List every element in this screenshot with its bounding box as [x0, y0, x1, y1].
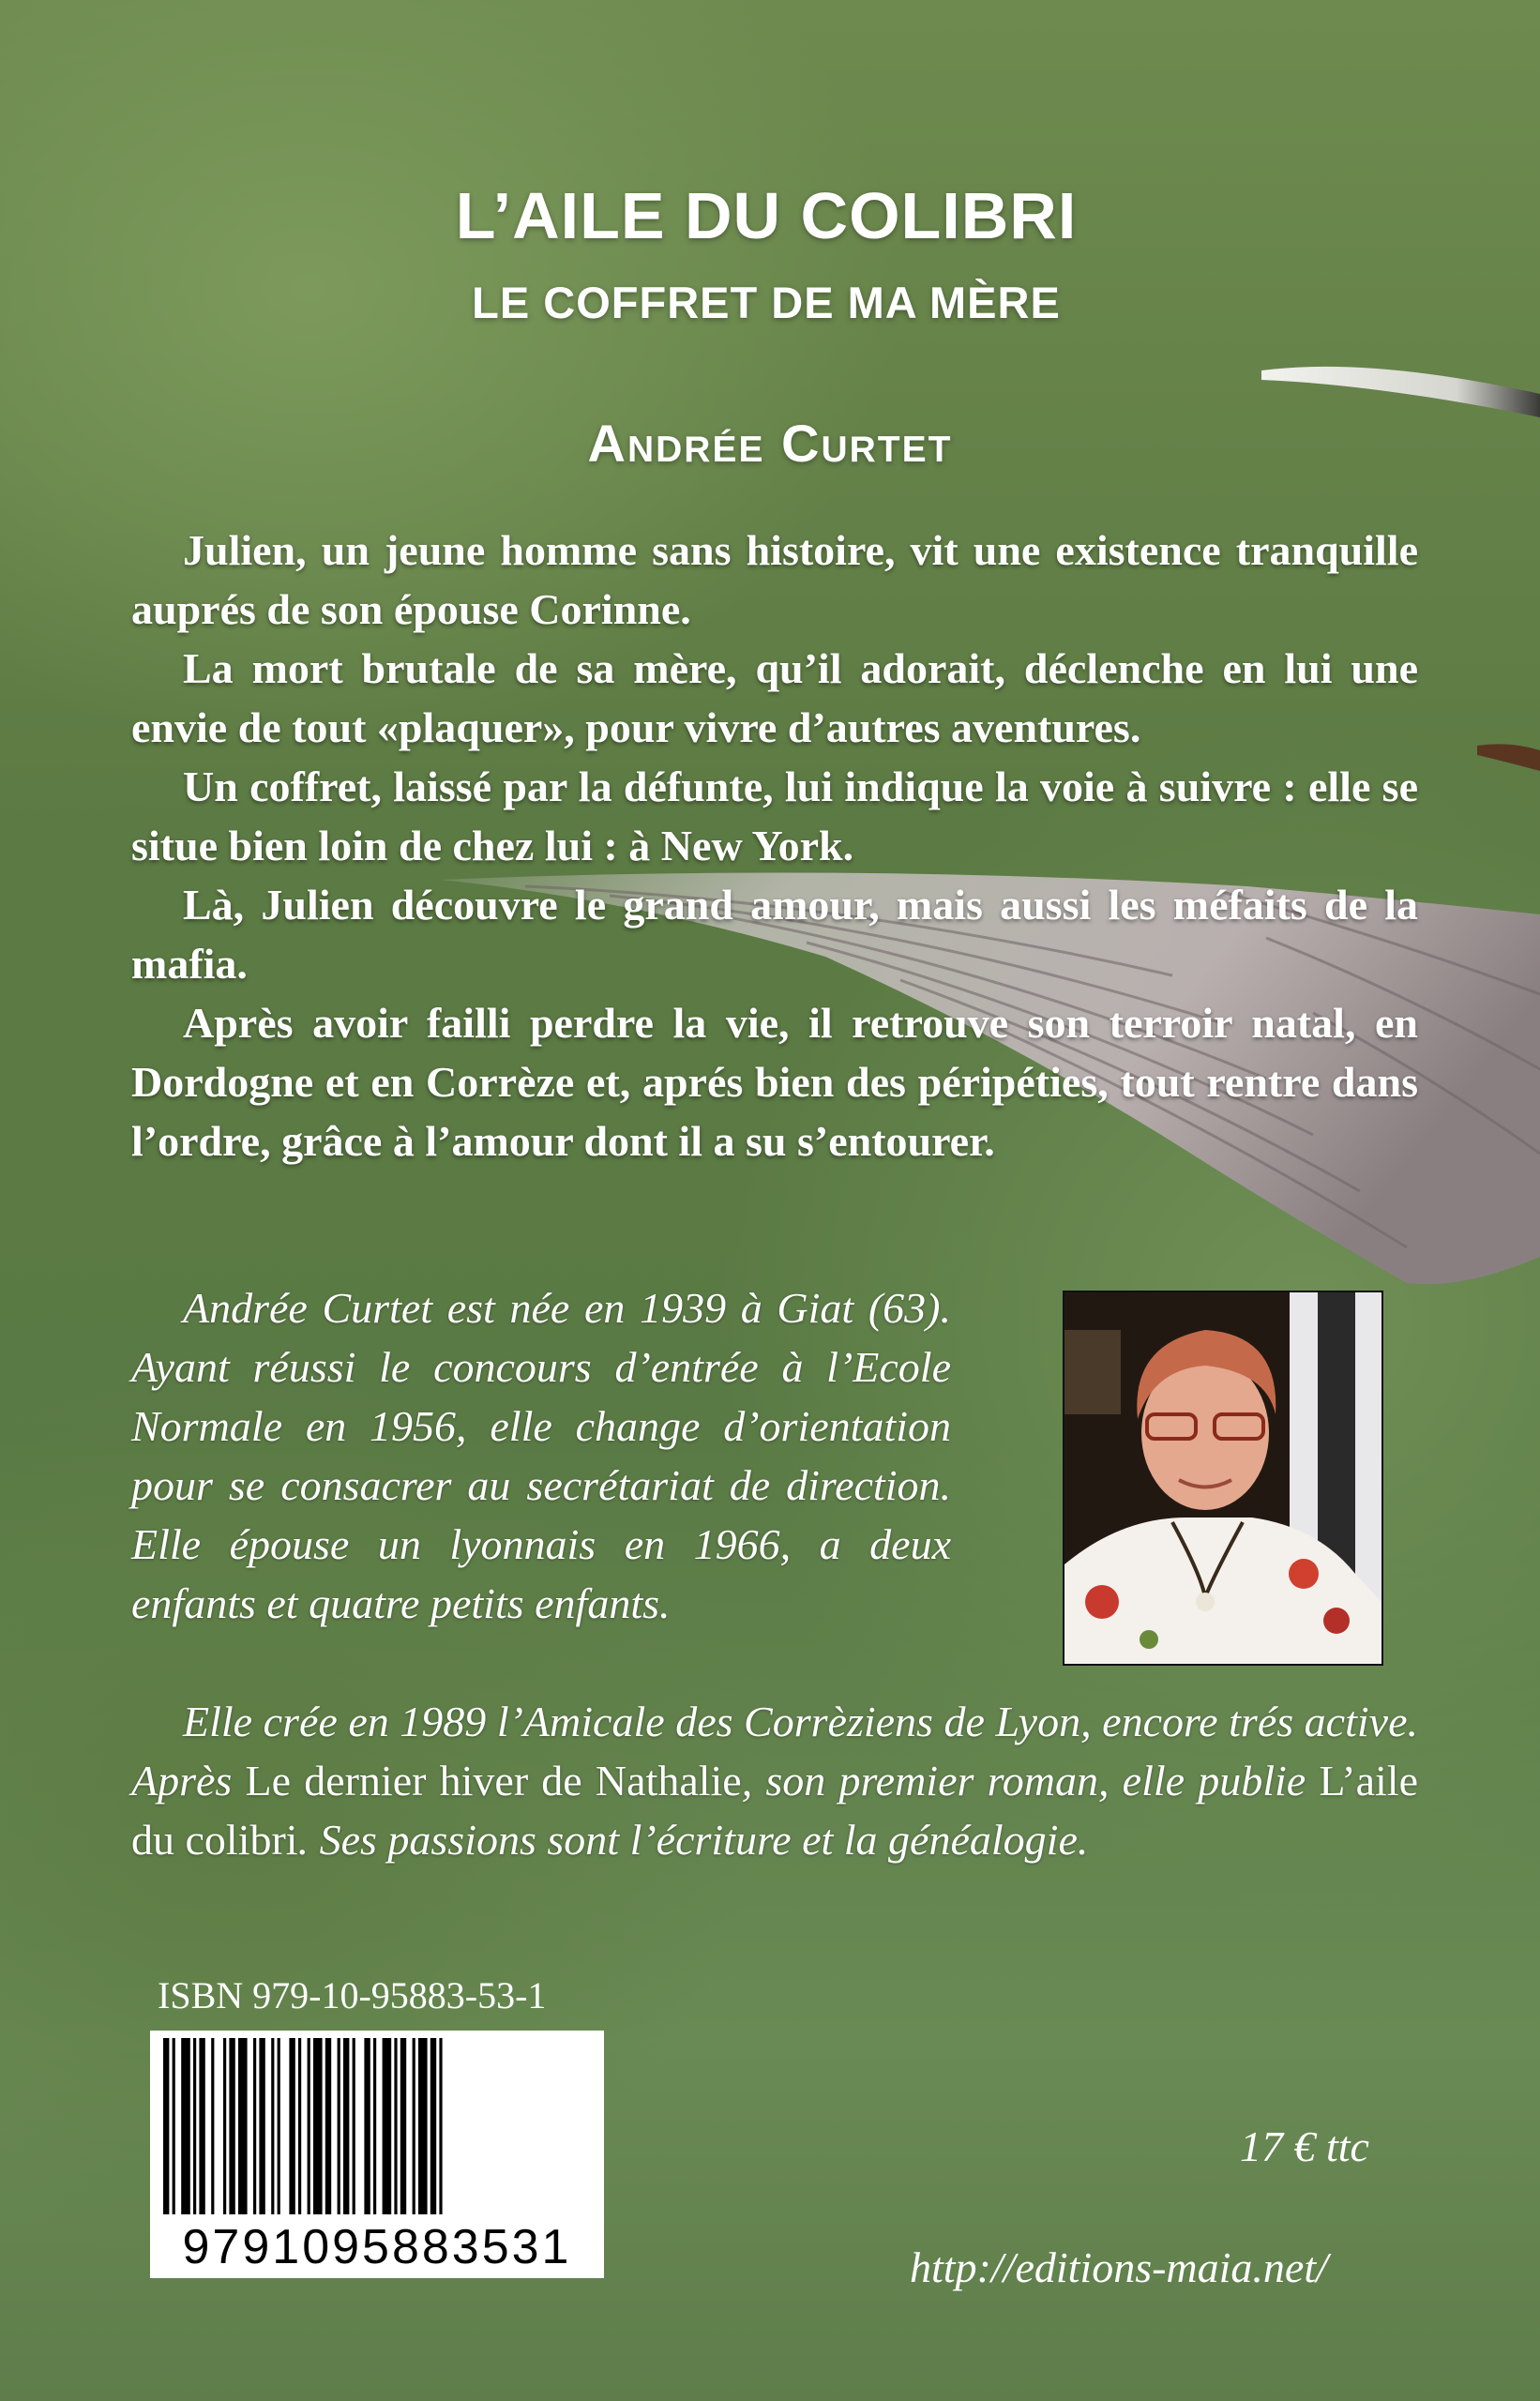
barcode-bar [193, 2038, 196, 2214]
publisher-website[interactable]: http://editions-maia.net/ [910, 2243, 1328, 2291]
barcode-bar [353, 2038, 355, 2214]
bio-paragraph: Andrée Curtet est née en 1939 à Giat (63). Ayant réussi le concours d’entrée à l’Ecole Normale en 1956, elle change d’orientation pour se consacrer au secrétariat de direction. Elle épouse un lyonnais en 1966, a deux enfants et quatre petits enfants. [131, 1284, 951, 1627]
bio-text: . Ses passions sont l’écriture et la généalogie. [297, 1816, 1089, 1864]
barcode-bar [181, 2038, 190, 2214]
barcode-bar [173, 2038, 175, 2214]
barcode-bar [373, 2038, 376, 2214]
synopsis-paragraph: Après avoir failli perdre la vie, il retrouve son terroir natal, en Dordogne et en Corrèze et, aprés bien des péripéties, tout rentre dans l’ordre, grâce à l’amour dont il a su s’entourer. [131, 999, 1418, 1165]
author-photo [1063, 1291, 1383, 1666]
barcode-bar [394, 2038, 397, 2214]
barcode-bar [325, 2038, 331, 2214]
barcode-bar [271, 2038, 274, 2214]
barcode-bar [313, 2038, 323, 2214]
barcode-bar [229, 2038, 234, 2214]
barcode-bar [199, 2038, 204, 2214]
barcode-bar [308, 2038, 310, 2214]
bio-text: , son premier roman, elle publie [741, 1757, 1320, 1805]
barcode-bar [364, 2038, 370, 2214]
barcode-bar [259, 2038, 264, 2214]
barcode-bars [150, 2031, 604, 2218]
book-title-reference: Le dernier hiver de Nathalie [245, 1757, 742, 1805]
synopsis-paragraph: Un coffret, laissé par la défunte, lui indique la voie à suivre : elle se situe bien loin de chez lui : à New York. [131, 763, 1418, 869]
barcode-bar [298, 2038, 301, 2214]
synopsis-paragraph: La mort brutale de sa mère, qu’il adorait, déclenche en lui une envie de tout «plaquer», pour vivre d’autres aventures. [131, 644, 1418, 751]
isbn: ISBN 979-10-95883-53-1 [158, 1974, 547, 2016]
book-title: L’AILE DU COLIBRI [455, 179, 1078, 252]
book-subtitle: LE COFFRET DE MA MÈRE [472, 278, 1061, 327]
barcode [150, 2031, 604, 2278]
barcode-bar [253, 2038, 256, 2214]
barcode-bar [413, 2038, 415, 2214]
synopsis-paragraph: Julien, un jeune homme sans histoire, vit une existence tranquille auprés de son épouse Corinne. [131, 526, 1418, 633]
barcode-bar [238, 2038, 248, 2214]
bio-text: Elle crée en 1989 l’Amicale des Corrèziens de Lyon, encore trés active. Après [131, 1698, 1418, 1805]
barcode-bar [430, 2038, 436, 2214]
book-title-reference: L’aile du colibri [131, 1757, 1418, 1864]
author-portrait-image [1064, 1292, 1381, 1664]
synopsis-paragraph: Là, Julien découvre le grand amour, mais aussi les méfaits de la mafia. [131, 881, 1418, 988]
barcode-bar [211, 2038, 214, 2214]
synopsis [131, 521, 1418, 1170]
barcode-bar [338, 2038, 340, 2214]
price: 17 € ttc [1240, 2122, 1369, 2170]
bio-paragraph [131, 1692, 1418, 1869]
barcode-digits: 9791095883531 [182, 2220, 572, 2274]
barcode-bar [383, 2038, 392, 2214]
barcode-bar [343, 2038, 349, 2214]
barcode-bar [289, 2038, 294, 2214]
author-name: Andrée Curtet [587, 414, 953, 473]
barcode-bar [439, 2038, 442, 2214]
barcode-bar [278, 2038, 280, 2214]
barcode-bar [223, 2038, 226, 2214]
barcode-bar [400, 2038, 406, 2214]
author-bio-continued [131, 1692, 1418, 1869]
barcode-bar [163, 2038, 169, 2214]
barcode-bar [418, 2038, 428, 2214]
author-bio [131, 1278, 951, 1633]
